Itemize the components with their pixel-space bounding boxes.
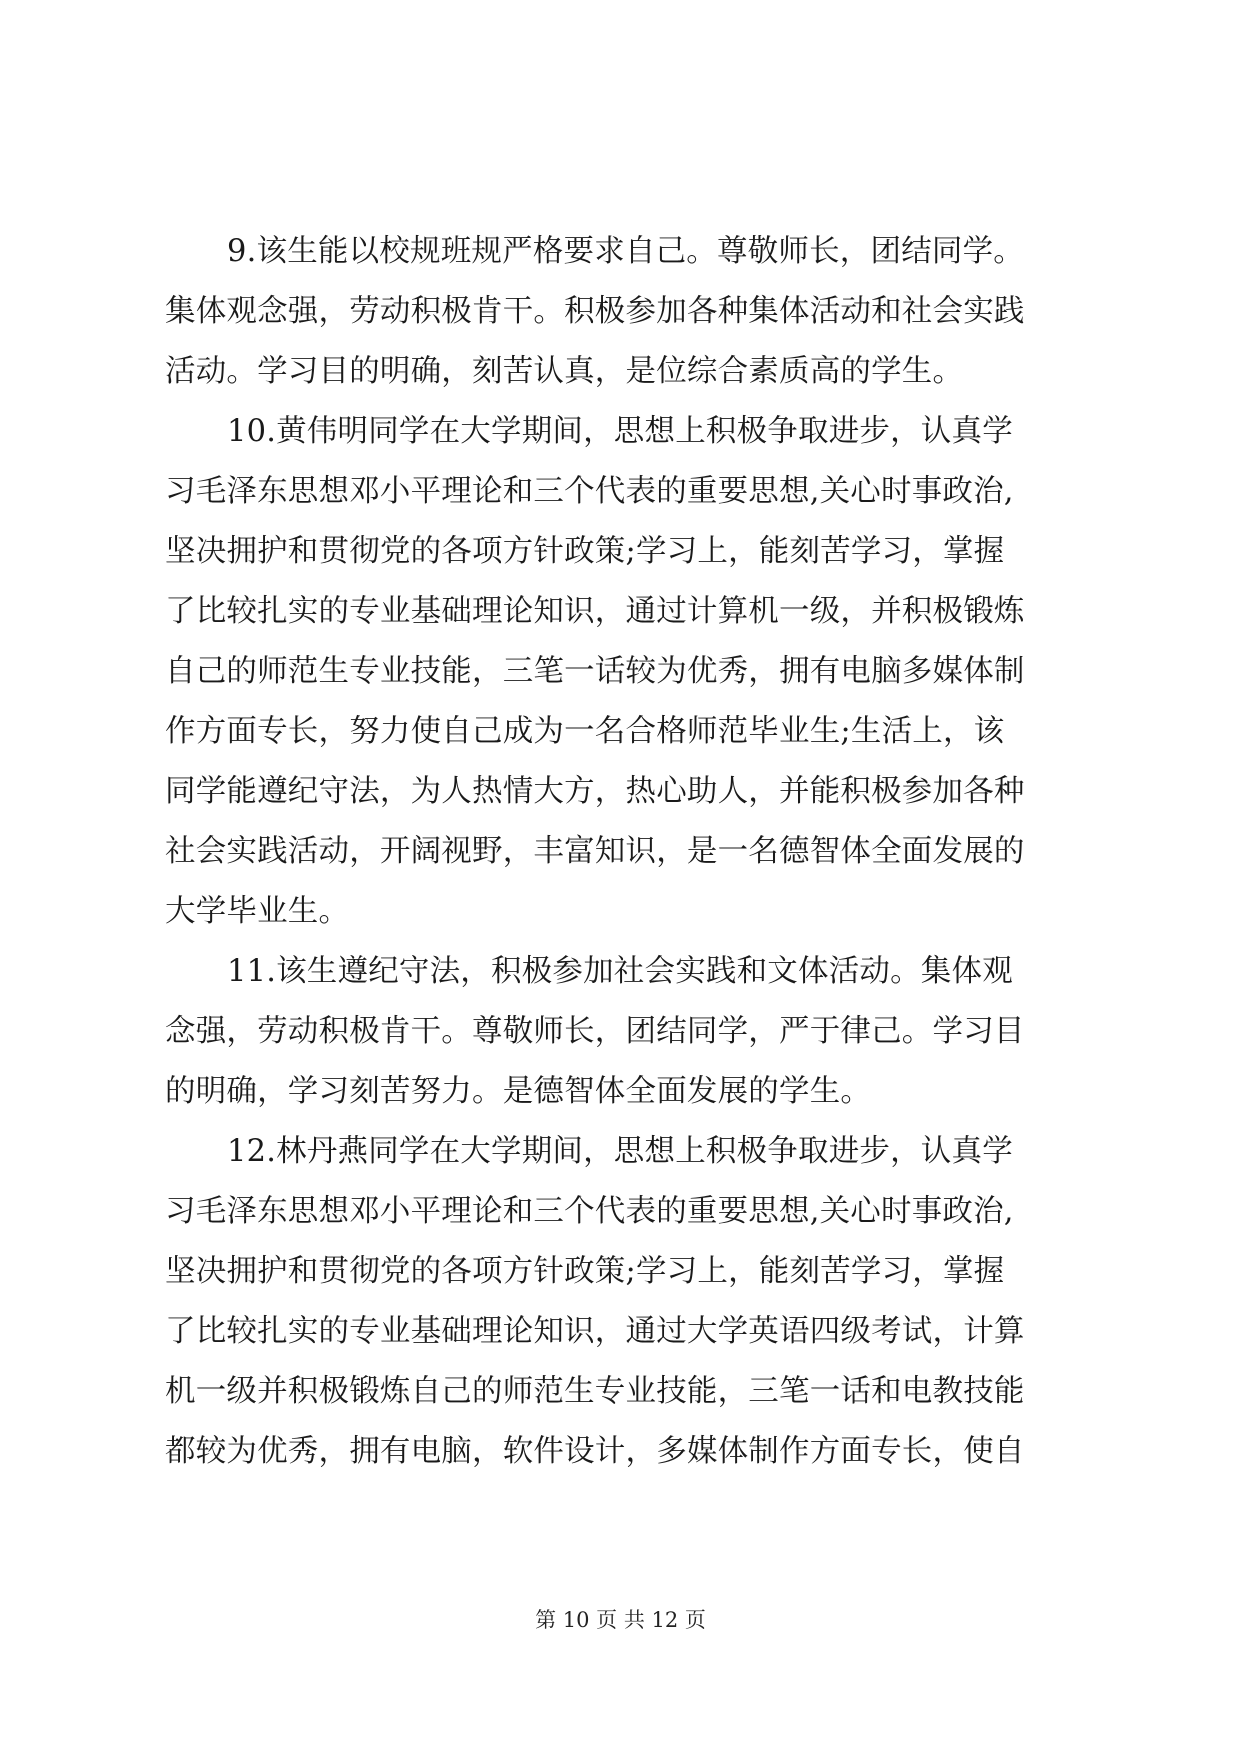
page-number-footer: 第 10 页 共 12 页 (535, 1608, 706, 1632)
paragraph-line: 了比较扎实的专业基础理论知识，通过大学英语四级考试，计算 (165, 1314, 1025, 1349)
paragraph-line: 习毛泽东思想邓小平理论和三个代表的重要思想,关心时事政治, (165, 1194, 1014, 1229)
paragraph-line: 集体观念强，劳动积极肯干。积极参加各种集体活动和社会实践 (165, 294, 1025, 329)
paragraph-line: 机一级并积极锻炼自己的师范生专业技能，三笔一话和电教技能 (165, 1374, 1025, 1409)
paragraph-line: 同学能遵纪守法，为人热情大方，热心助人，并能积极参加各种 (165, 774, 1025, 809)
paragraph-line: 的明确，学习刻苦努力。是德智体全面发展的学生。 (165, 1074, 872, 1109)
paragraph-line: 12.林丹燕同学在大学期间，思想上积极争取进步，认真学 (227, 1134, 1013, 1169)
paragraph-line: 大学毕业生。 (165, 894, 350, 929)
document-body (165, 222, 1080, 1482)
paragraph-line: 坚决拥护和贯彻党的各项方针政策;学习上，能刻苦学习，掌握 (165, 1254, 1005, 1289)
paragraph-line: 了比较扎实的专业基础理论知识，通过计算机一级，并积极锻炼 (165, 594, 1025, 629)
paragraph-line: 10.黄伟明同学在大学期间，思想上积极争取进步，认真学 (227, 414, 1013, 449)
paragraph-line: 都较为优秀，拥有电脑，软件设计，多媒体制作方面专长，使自 (165, 1434, 1025, 1469)
paragraph-line: 11.该生遵纪守法，积极参加社会实践和文体活动。集体观 (227, 954, 1013, 989)
paragraph-line: 自己的师范生专业技能，三笔一话较为优秀，拥有电脑多媒体制 (165, 654, 1025, 689)
paragraph-12 (165, 1122, 1080, 1482)
paragraph-line: 活动。学习目的明确，刻苦认真，是位综合素质高的学生。 (165, 354, 964, 389)
paragraph-line: 社会实践活动，开阔视野，丰富知识，是一名德智体全面发展的 (165, 834, 1025, 869)
paragraph-line: 作方面专长，努力使自己成为一名合格师范毕业生;生活上，该 (165, 714, 1005, 749)
paragraph-line: 习毛泽东思想邓小平理论和三个代表的重要思想,关心时事政治, (165, 474, 1014, 509)
paragraph-line: 念强，劳动积极肯干。尊敬师长，团结同学，严于律己。学习目 (165, 1014, 1025, 1049)
paragraph-line: 坚决拥护和贯彻党的各项方针政策;学习上，能刻苦学习，掌握 (165, 534, 1005, 569)
paragraph-9 (165, 222, 1080, 402)
paragraph-11 (165, 942, 1080, 1122)
paragraph-10 (165, 402, 1080, 942)
paragraph-line: 9.该生能以校规班规严格要求自己。尊敬师长，团结同学。 (227, 234, 1024, 269)
